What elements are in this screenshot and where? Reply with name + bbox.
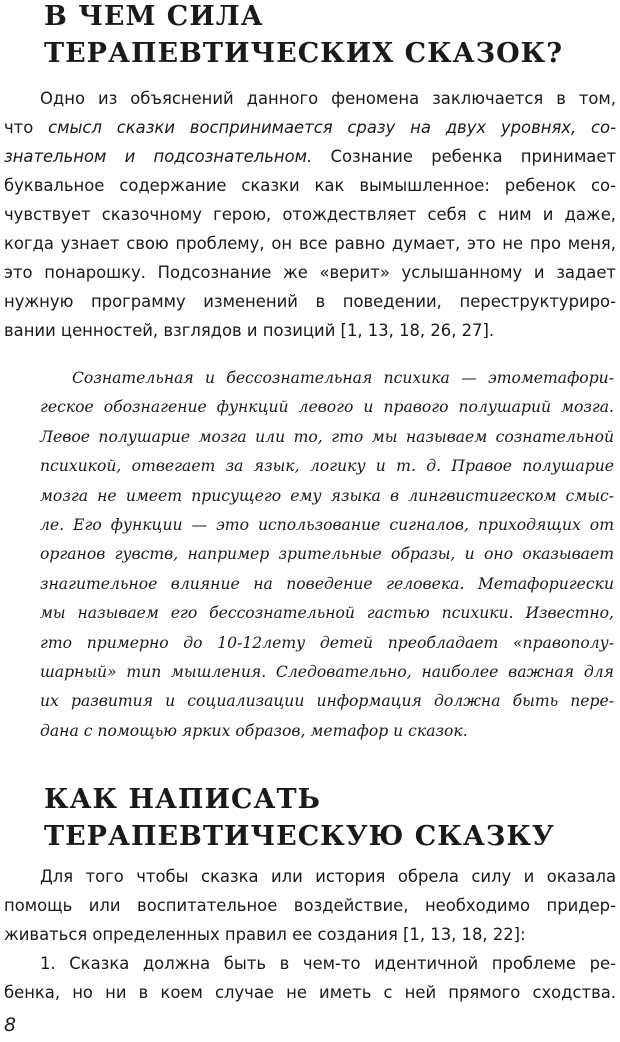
text-line: 1. Сказка должна быть в чем-то идентичной проблеме ре- <box>40 954 616 973</box>
text-line: буквальное содержание сказки как вымышленное: ребенок со- <box>4 176 616 195</box>
section-heading-1 <box>44 0 563 72</box>
text-line: Для того чтобы сказка или история обрела силу и оказала <box>40 867 616 886</box>
quote-line: Сознательная и бессознательная психика — этометафори- <box>72 369 614 387</box>
quote-line: органов гувств, например зрительные образы, и оно оказывает <box>40 545 614 564</box>
quote-line: мы называем его бессознательной гастью психики. Известно, <box>40 604 614 623</box>
italic-quote-block <box>40 364 614 746</box>
text-line: нужную программу изменений в поведении, переструктуриро- <box>4 292 616 311</box>
text-line: чувствует сказочному герою, отождествляет себя с ним и даже, <box>4 205 616 224</box>
emphasis-text: знательном и подсознательном. <box>4 147 313 166</box>
quote-line: Левое полушарие мозга или то, гто мы называем сознательной <box>40 427 614 446</box>
text-line: бенка, но ни в коем случае не иметь с ней прямого сходства. <box>4 983 616 1002</box>
heading-line: ТЕРАПЕВТИЧЕСКИХ СКАЗОК? <box>44 38 564 69</box>
quote-line: знагительное влияние на поведение геловека. Метафоригески <box>40 574 614 593</box>
text-line <box>4 142 616 171</box>
quote-line: ле. Его функции — это использование сигналов, приходящих от <box>40 515 614 534</box>
quote-line: гто примерно до 10-12лету детей преобладает «правополу- <box>40 633 614 652</box>
heading-line: В ЧЕМ СИЛА <box>44 1 264 32</box>
text-line: когда узнает свою проблему, он все равно думает, это не про меня, <box>4 234 616 253</box>
heading-line: ТЕРАПЕВТИЧЕСКУЮ СКАЗКУ <box>44 821 555 852</box>
text-line: вании ценностей, взглядов и позиций [1, 13, 18, 26, 27]. <box>4 321 495 340</box>
text-line: Одно из объяснений данного феномена заключается в том, <box>40 89 616 108</box>
text-line: это понарошку. Подсознание же «верит» услышанному и задает <box>4 263 616 282</box>
heading-line: КАК НАПИСАТЬ <box>44 784 321 815</box>
text-line: помощь или воспитательное воздействие, необходимо придер- <box>4 896 616 915</box>
text-line <box>4 113 616 142</box>
quote-line: дана с помощью ярких образов, метафор и сказок. <box>40 721 468 740</box>
quote-line: их развития и социализации информация должна быть пере- <box>40 692 614 711</box>
paragraph-1 <box>4 84 616 345</box>
quote-line: мозга не имеет присущего ему языка в лингвистигеском смыс- <box>40 486 614 505</box>
text-run: что <box>4 118 34 137</box>
emphasis-text: смысл сказки воспринимается сразу на двух уровнях, со- <box>48 118 616 137</box>
quote-line: геское обознагение функций левого и правого полушарий мозга. <box>40 398 614 417</box>
page-number: 8 <box>4 1014 17 1036</box>
quote-line: шарный» тип мышления. Следовательно, наиболее важная для <box>40 662 614 681</box>
section-heading-2 <box>44 781 555 855</box>
paragraph-2 <box>4 862 616 1007</box>
quote-line: психикой, отвегает за язык, логику и т. д. Правое полушарие <box>40 457 614 476</box>
text-line: живаться определенных правил ее создания [1, 13, 18, 22]: <box>4 925 526 944</box>
text-run: Сознание ребенка принимает <box>330 147 616 166</box>
